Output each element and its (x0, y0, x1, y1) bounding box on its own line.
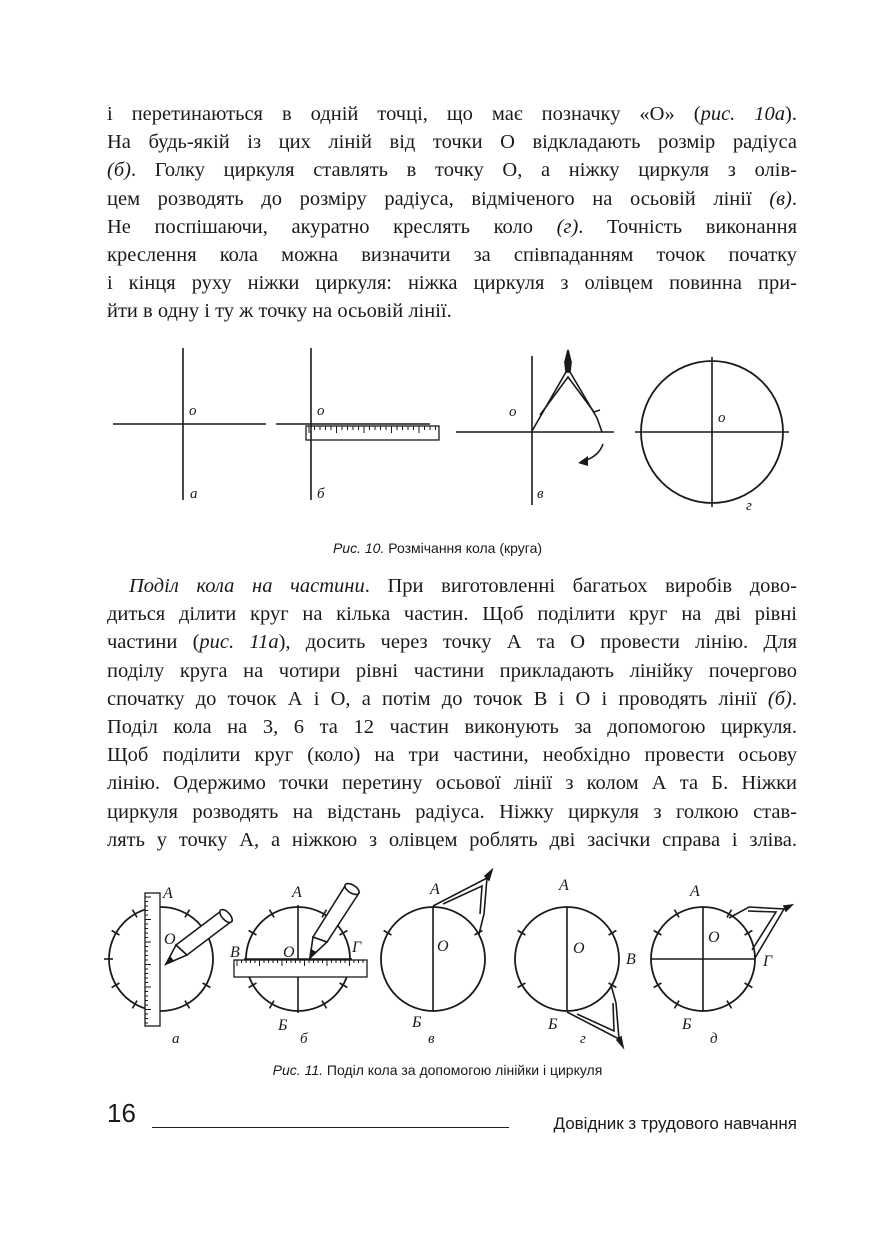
text-line: Поділ кола на частини. При виготовленні багатьох виробів дово- (129, 575, 797, 597)
fig11-v-B-label: Б (412, 1014, 422, 1031)
fig11-v-O-label: О (437, 938, 449, 955)
fig11-b (234, 881, 367, 1013)
fig11-a (104, 893, 234, 1026)
fig11-b-letter: б (300, 1031, 308, 1047)
text-line: цем розводять до розміру радіуса, відміченого на осьовій лінії (в). (107, 187, 797, 210)
fig10-a-axes (113, 348, 266, 500)
footer-rule (152, 1127, 509, 1128)
fig11-b-V-label: В (230, 944, 240, 961)
fig11-d-O-label: О (708, 929, 720, 946)
fig10-b-ruler (306, 426, 439, 440)
text-line: На будь-якій із цих ліній від точки О відкладають розмір радіуса (107, 131, 797, 154)
fig11-b-G-label: Г (352, 939, 362, 956)
fig11-g-O-label: О (573, 940, 585, 957)
fig11-v-compass (433, 870, 492, 934)
fig11-v-A-label: А (430, 881, 440, 898)
fig10-g-o-label: о (718, 410, 726, 426)
fig11-d-A-label: А (690, 883, 700, 900)
fig10-v-compass (532, 350, 602, 432)
fig10-a-o-label: о (189, 403, 197, 419)
text-line: Поділ кола на 3, 6 та 12 частин виконують за допомогою циркуля. (107, 716, 797, 739)
fig11-d-compass (729, 905, 792, 958)
fig11-d-V-label: В (626, 951, 636, 968)
fig10-a-letter: а (190, 486, 198, 502)
text-line: Щоб поділити круг (коло) на три частини, необхідно провести осьову (107, 744, 797, 767)
book-title: Довідник з трудового навчання (553, 1114, 797, 1133)
page-number: 16 (107, 1098, 136, 1128)
fig11-b-O-label: О (283, 944, 295, 961)
fig11-g-B-label: Б (548, 1016, 558, 1033)
figure-11 (0, 865, 875, 1060)
text-line: креслення кола можна визначити за співпаданням точок початку (107, 244, 797, 267)
fig11-d-G-label: Г (763, 953, 773, 970)
fig11-d-letter: д (710, 1031, 718, 1047)
text-line: лінію. Одержимо точки перетину осьової лінії з колом А та Б. Ніжки (107, 772, 797, 795)
fig10-g-circle (635, 357, 789, 507)
paragraph-2 (107, 572, 797, 854)
fig11-a-letter: а (172, 1031, 180, 1047)
text-line: циркуля розводять на відстань радіуса. Ніжку циркуля з голкою став- (107, 800, 797, 823)
fig11-d-B-label: Б (682, 1016, 692, 1033)
text-line: Не поспішаючи, акуратно креслять коло (г). Точність виконання (107, 215, 797, 238)
fig10-v-letter: в (537, 486, 544, 502)
fig10-v-arrowhead (578, 456, 588, 466)
text-line: йти в одну і ту ж точку на осьовій лінії. (107, 300, 452, 323)
fig10-v-o-label: о (509, 404, 517, 420)
text-line: (б). Голку циркуля ставлять в точку О, а ніжку циркуля з олів- (107, 159, 797, 182)
figure-11-caption: Рис. 11. Поділ кола за допомогою лінійки і циркуля (272, 1062, 603, 1078)
fig11-g-compass (567, 985, 623, 1047)
text-line: і кінця руху ніжки циркуля: ніжка циркуля з олівцем повинна при- (107, 272, 797, 295)
fig11-a-A-label: А (163, 885, 173, 902)
fig11-b-A-label: А (292, 884, 302, 901)
paragraph-1 (107, 100, 797, 326)
figure-10-caption: Рис. 10. Розмічання кола (круга) (332, 540, 543, 556)
fig10-v-axes (456, 356, 614, 505)
text-line: і перетинаються в одній точці, що має позначку «О» (рис. 10а). (107, 103, 797, 125)
fig10-b-axes (276, 348, 430, 500)
figure-10 (0, 340, 875, 530)
fig11-a-pencil (166, 907, 234, 964)
fig10-g-letter: г (746, 498, 752, 514)
text-line: частини (рис. 11а), досить через точку А та О провести лінію. Для (107, 631, 797, 654)
fig11-v-letter: в (428, 1031, 435, 1047)
fig11-g (515, 907, 623, 1047)
fig10-b-o-label: о (317, 403, 325, 419)
text-line: диться ділити круг на кілька частин. Щоб поділити круг на дві рівні (107, 603, 797, 626)
text-line: поділу круга на чотири рівні частини прикладають лінійку почергово (107, 659, 797, 682)
fig11-g-letter: г (580, 1031, 586, 1047)
fig11-b-B-label: Б (278, 1017, 288, 1034)
text-line: лять у точку А, а ніжкою з олівцем роблять дві засічки справа і зліва. (107, 828, 797, 851)
fig11-g-A-label: А (559, 877, 569, 894)
fig10-b-letter: б (317, 486, 325, 502)
fig11-a-O-label: О (164, 931, 176, 948)
text-line: спочатку до точок А і О, а потім до точок В і О і проводять лінії (б). (107, 687, 797, 710)
